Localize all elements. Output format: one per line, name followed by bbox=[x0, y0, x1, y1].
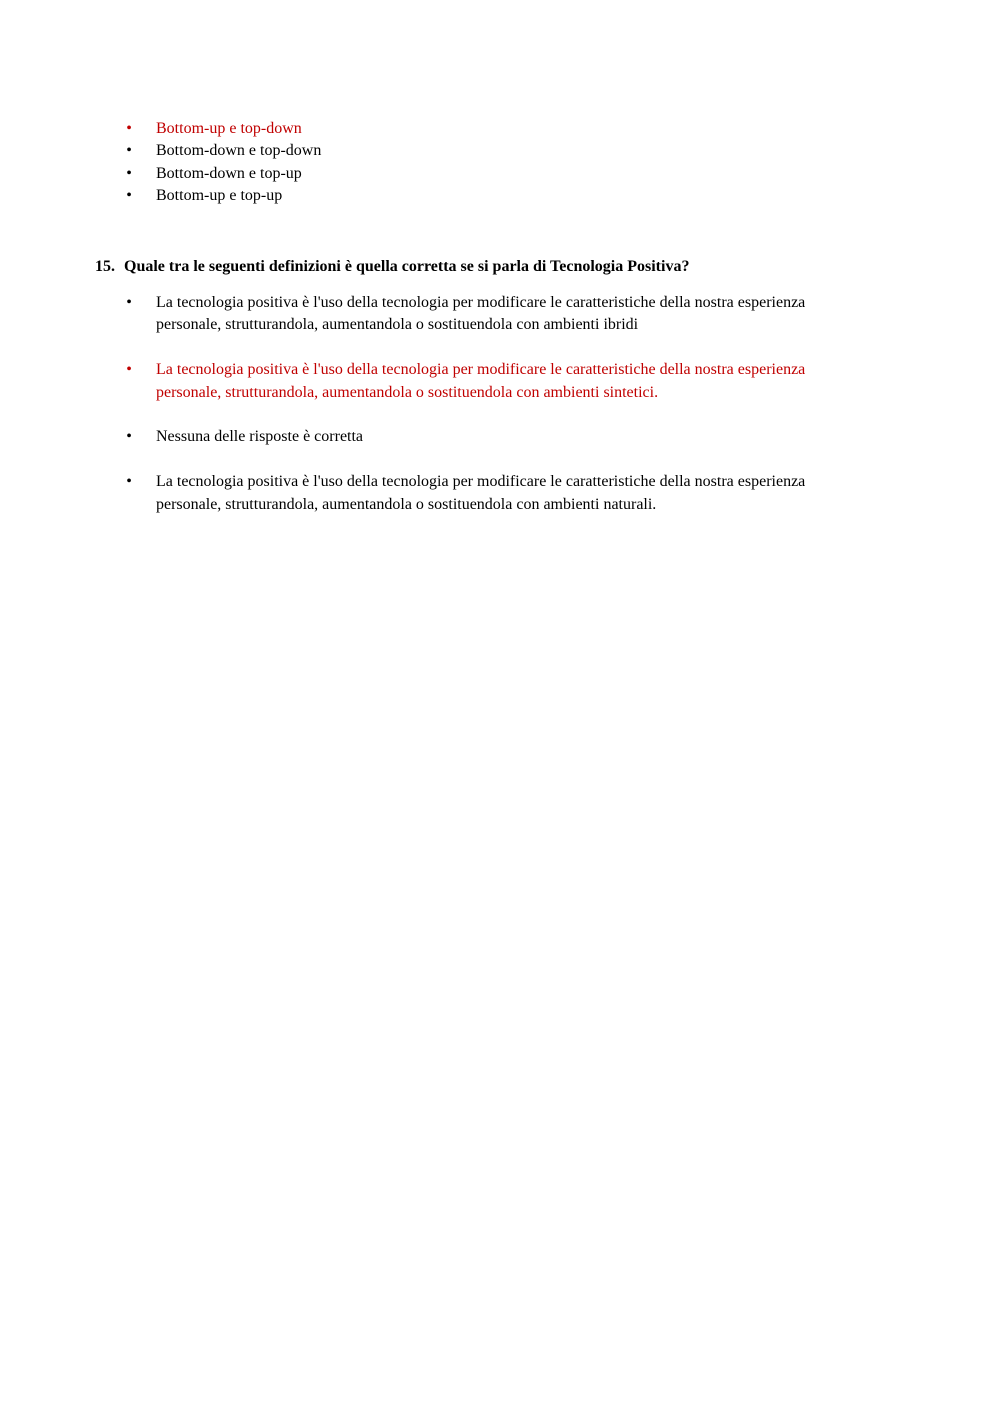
option-text: Nessuna delle risposte è corretta bbox=[156, 428, 364, 446]
bullet-icon: • bbox=[126, 294, 132, 311]
option bbox=[0, 185, 856, 207]
option bbox=[0, 426, 856, 448]
question-heading bbox=[95, 256, 895, 278]
bullet-icon: • bbox=[126, 361, 132, 379]
bullet-icon: • bbox=[126, 187, 132, 205]
option bbox=[0, 140, 856, 162]
option bbox=[0, 163, 856, 185]
option-text: Bottom-down e top-down bbox=[156, 142, 322, 160]
bullet-icon: • bbox=[126, 120, 132, 137]
option-text: La tecnologia positiva è l'uso della tecnologia per modificare le caratteristiche della nostra esperienza personale, strutturandola, aumentandola o sostituendola con ambienti naturali. bbox=[156, 473, 806, 513]
previous-question-options bbox=[0, 118, 856, 208]
option bbox=[0, 292, 856, 337]
option-text: La tecnologia positiva è l'uso della tecnologia per modificare le caratteristiche della nostra esperienza personale, strutturandola, aumentandola o sostituendola con ambienti ibridi bbox=[156, 294, 806, 334]
option-text: Bottom-up e top-up bbox=[156, 187, 283, 205]
option-text: Bottom-up e top-down bbox=[156, 120, 302, 137]
question-text: Quale tra le seguenti definizioni è quella corretta se si parla di Tecnologia Positiva? bbox=[124, 258, 690, 275]
option-text: La tecnologia positiva è l'uso della tecnologia per modificare le caratteristiche della nostra esperienza personale, strutturandola, aumentandola o sostituendola con ambienti sintetici. bbox=[156, 361, 806, 401]
bullet-icon: • bbox=[126, 142, 132, 160]
question-number: 15. bbox=[95, 258, 115, 275]
bullet-icon: • bbox=[126, 428, 132, 446]
option-correct bbox=[0, 359, 856, 404]
option-text: Bottom-down e top-up bbox=[156, 164, 302, 182]
question-15-options bbox=[0, 292, 856, 516]
bullet-icon: • bbox=[126, 164, 132, 182]
option bbox=[0, 471, 856, 516]
bullet-icon: • bbox=[126, 473, 132, 491]
option-correct bbox=[0, 118, 856, 140]
